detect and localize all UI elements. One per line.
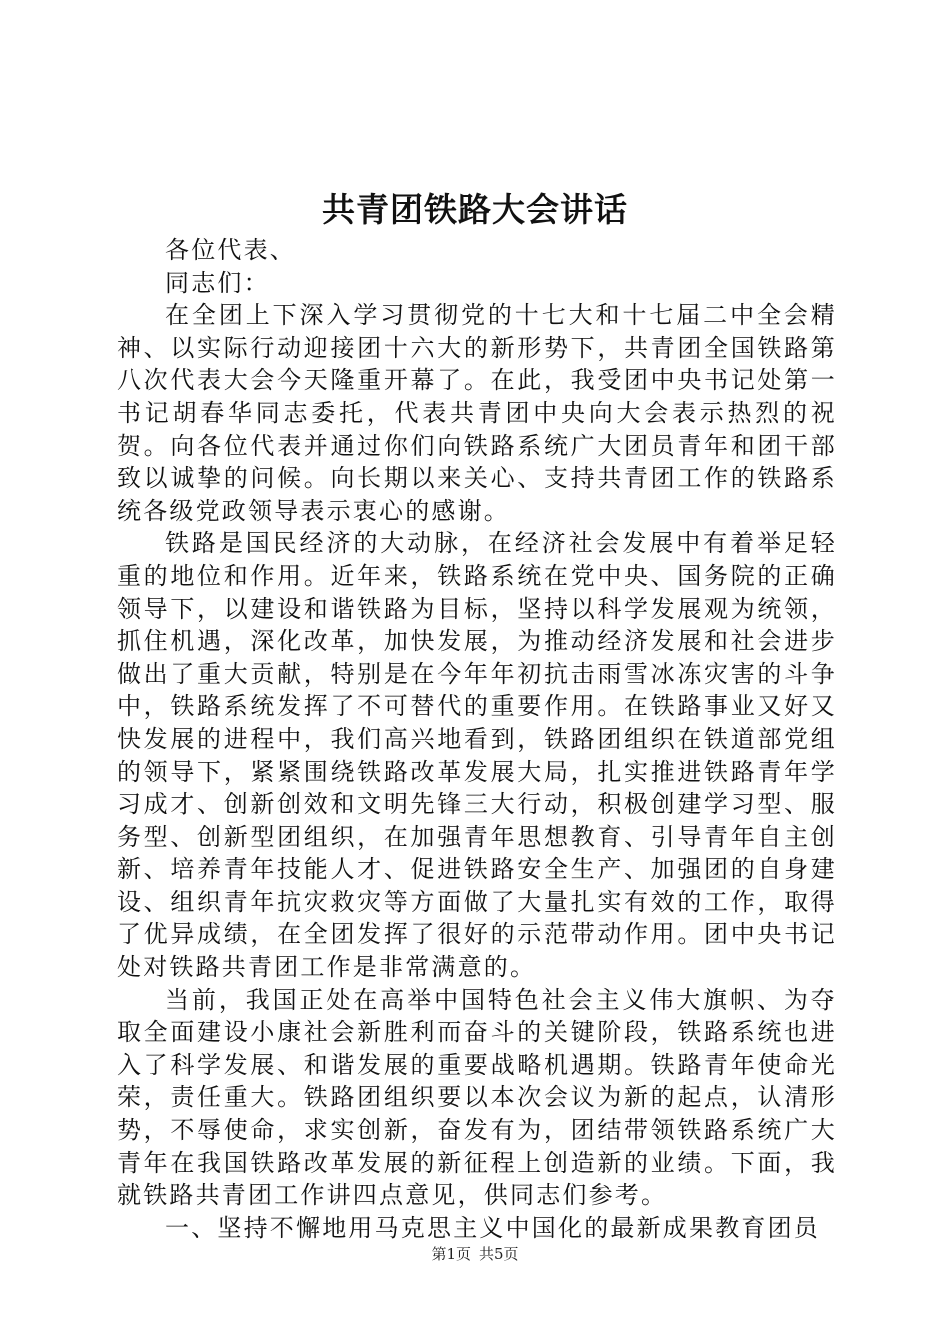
body-paragraph: 当前，我国正处在高举中国特色社会主义伟大旗帜、为夺取全面建设小康社会新胜利而奋斗的关键阶段，铁路系统也进入了科学发展、和谐发展的重要战略机遇期。铁路青年使命光荣，责任重大。铁路团组织要以本次会议为新的起点，认清形势，不辱使命，求实创新，奋发有为，团结带领铁路系统广大青年在我国铁路改革发展的新征程上创造新的业绩。下面，我就铁路共青团工作讲四点意见，供同志们参考。 xyxy=(117,985,837,1210)
page-number: 第1页 xyxy=(431,1245,471,1263)
body-paragraph: 一、坚持不懈地用马克思主义中国化的最新成果教育团员 xyxy=(165,1213,820,1242)
salutation-line: 各位代表、 xyxy=(165,236,296,264)
page-count: 共5页 xyxy=(479,1245,519,1263)
salutation-line: 同志们： xyxy=(165,268,270,297)
page-footer xyxy=(0,1244,950,1264)
body-paragraph: 在全团上下深入学习贯彻党的十七大和十七届二中全会精神、以实际行动迎接团十六大的新形势下，共青团全国铁路第八次代表大会今天隆重开幕了。在此，我受团中央书记处第一书记胡春华同志委托，代表共青团中央向大会表示热烈的祝贺。向各位代表并通过你们向铁路系统广大团员青年和团干部致以诚挚的问候。向长期以来关心、支持共青团工作的铁路系统各级党政领导表示衷心的感谢。 xyxy=(117,301,837,525)
document-body xyxy=(117,234,837,1244)
document-title: 共青团铁路大会讲话 xyxy=(322,190,628,229)
body-paragraph: 铁路是国民经济的大动脉，在经济社会发展中有着举足轻重的地位和作用。近年来，铁路系统在党中央、国务院的正确领导下，以建设和谐铁路为目标，坚持以科学发展观为统领，抓住机遇，深化改革，加快发展，为推动经济发展和社会进步做出了重大贡献，特别是在今年年初抗击雨雪冰冻灾害的斗争中，铁路系统发挥了不可替代的重要作用。在铁路事业又好又快发展的进程中，我们高兴地看到，铁路团组织在铁道部党组的领导下，紧紧围绕铁路改革发展大局，扎实推进铁路青年学习成才、创新创效和文明先锋三大行动，积极创建学习型、服务型、创新型团组织，在加强青年思想教育、引导青年自主创新、培养青年技能人才、促进铁路安全生产、加强团的自身建设、组织青年抗灾救灾等方面做了大量扎实有效的工作，取得了优异成绩，在全团发挥了很好的示范带动作用。团中央书记处对铁路共青团工作是非常满意的。 xyxy=(117,529,837,982)
